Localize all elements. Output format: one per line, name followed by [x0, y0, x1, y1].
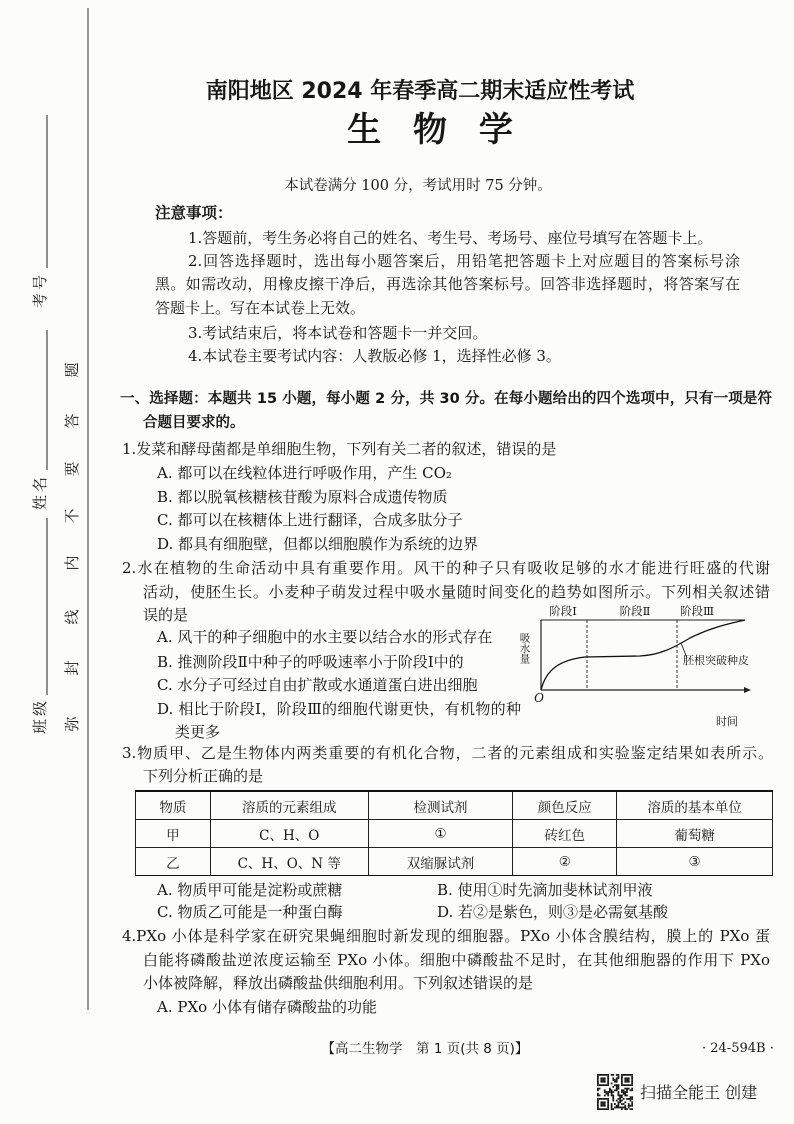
question-3-stem: 下列分析正确的是 [143, 767, 264, 785]
question-2-option-a: A. 风干的种子细胞中的水主要以结合水的形式存在 [157, 628, 493, 646]
section-heading: 一、选择题：本题共 15 小题，每小题 2 分，共 30 分。在每小题给出的四个选项中，只有一项是符 [120, 391, 772, 407]
qr-module [623, 1089, 625, 1091]
notice-heading: 注意事项： [155, 204, 233, 222]
qr-code [597, 1074, 633, 1110]
qr-module [602, 1079, 604, 1081]
seal-char: 题 [63, 362, 81, 378]
seal-char: 线 [63, 609, 81, 625]
qr-module [611, 1103, 613, 1105]
qr-module [602, 1098, 604, 1100]
qr-module [612, 1077, 614, 1079]
qr-module [604, 1105, 606, 1107]
qr-module [616, 1074, 618, 1076]
qr-module [624, 1074, 626, 1076]
qr-module [630, 1100, 632, 1102]
qr-module [614, 1103, 616, 1105]
qr-module [607, 1103, 609, 1105]
question-3-option-a: A. 物质甲可能是淀粉或蔗糖 [157, 881, 343, 899]
qr-module [621, 1096, 623, 1098]
qr-module [630, 1098, 632, 1100]
qr-module [623, 1091, 625, 1093]
qr-module [624, 1077, 626, 1079]
table-row [136, 820, 773, 848]
qr-module [597, 1095, 599, 1097]
question-1-option-a: A. 都可以在线粒体进行呼吸作用，产生 CO₂ [157, 464, 452, 482]
qr-module [611, 1083, 613, 1085]
qr-module [618, 1095, 620, 1097]
question-2-option-d-continued: 类更多 [175, 723, 221, 741]
qr-module [624, 1107, 626, 1109]
qr-module [612, 1098, 614, 1100]
seal-char: 答 [63, 413, 81, 429]
qr-module [607, 1074, 609, 1076]
qr-module [626, 1074, 628, 1076]
qr-module [607, 1101, 609, 1103]
x-axis-arrow [744, 687, 751, 693]
question-3-option-b: B. 使用①时先滴加斐林试剂甲液 [437, 881, 653, 899]
notice-line: 1.答题前，考生务必将自己的姓名、考生号、考场号、座位号填写在答题卡上。 [188, 229, 713, 247]
qr-module [602, 1077, 604, 1079]
qr-module [602, 1103, 604, 1105]
notice-line: 黑。如需改动，用橡皮擦干净后，再选涂其他答案标号。回答非选择题时，将答案写在 [155, 275, 740, 293]
question-1-stem: 1.发菜和酵母菌都是单细胞生物，下列有关二者的叙述，错误的是 [122, 440, 557, 458]
qr-module [631, 1077, 633, 1079]
qr-module [621, 1081, 623, 1083]
qr-module [600, 1079, 602, 1081]
table-header-cell: 检测试剂 [368, 791, 513, 820]
qr-module [631, 1081, 633, 1083]
qr-module [612, 1096, 614, 1098]
qr-module [607, 1107, 609, 1109]
seal-char: 不 [63, 508, 81, 524]
qr-module [616, 1079, 618, 1081]
question-2-option-c: C. 水分子可经过自由扩散或水通道蛋白进出细胞 [157, 676, 478, 694]
qr-module [616, 1086, 618, 1088]
question-2-stem: 活动，使胚生长。小麦种子萌发过程中吸水量随时间变化的趋势如图所示。下列相关叙述错 [143, 583, 770, 601]
qr-module [604, 1079, 606, 1081]
qr-module [611, 1093, 613, 1095]
qr-module [600, 1098, 602, 1100]
qr-module [621, 1076, 623, 1078]
qr-module [606, 1091, 608, 1093]
qr-module [604, 1081, 606, 1083]
qr-module [607, 1083, 609, 1085]
qr-module [623, 1084, 625, 1086]
qr-module [597, 1088, 599, 1090]
qr-module [597, 1084, 599, 1086]
qr-module [609, 1089, 611, 1091]
qr-module [621, 1077, 623, 1079]
qr-module [607, 1077, 609, 1079]
qr-module [630, 1096, 632, 1098]
qr-module [621, 1107, 623, 1109]
qr-module [626, 1081, 628, 1083]
qr-module [631, 1079, 633, 1081]
qr-module [631, 1089, 633, 1091]
qr-module [604, 1108, 606, 1110]
qr-module [621, 1079, 623, 1081]
qr-module [619, 1107, 621, 1109]
question-2-option-b: B. 推测阶段Ⅱ中种子的呼吸速率小于阶段Ⅰ中的 [157, 653, 464, 671]
qr-module [600, 1081, 602, 1083]
qr-module [628, 1105, 630, 1107]
qr-module [612, 1079, 614, 1081]
substance-table [135, 790, 773, 876]
qr-module [624, 1081, 626, 1083]
qr-module [626, 1108, 628, 1110]
qr-module [599, 1098, 601, 1100]
table-header-cell: 颜色反应 [513, 791, 617, 820]
table-header-cell: 溶质的基本单位 [617, 791, 773, 820]
qr-module [631, 1074, 633, 1076]
qr-module [628, 1084, 630, 1086]
qr-module [618, 1077, 620, 1079]
qr-module [604, 1095, 606, 1097]
qr-module [621, 1095, 623, 1097]
qr-module [607, 1108, 609, 1110]
qr-module [612, 1074, 614, 1076]
qr-module [621, 1103, 623, 1105]
y-axis-label: 吸水量 [518, 632, 531, 664]
qr-module [618, 1107, 620, 1109]
notice-line: 3.考试结束后，将本试卷和答题卡一并交回。 [188, 324, 488, 342]
qr-module [624, 1079, 626, 1081]
qr-module [618, 1084, 620, 1086]
qr-module [604, 1098, 606, 1100]
qr-module [616, 1084, 618, 1086]
qr-module [616, 1105, 618, 1107]
qr-module [616, 1100, 618, 1102]
qr-module [624, 1088, 626, 1090]
qr-module [609, 1088, 611, 1090]
qr-module [631, 1105, 633, 1107]
question-3-option-c: C. 物质乙可能是一种蛋白酶 [157, 903, 343, 921]
table-header-cell: 溶质的元素组成 [210, 791, 368, 820]
qr-module [614, 1079, 616, 1081]
qr-module [611, 1107, 613, 1109]
qr-module [604, 1084, 606, 1086]
question-2-stem: 误的是 [143, 606, 189, 624]
qr-module [602, 1074, 604, 1076]
qr-module [607, 1076, 609, 1078]
qr-module [611, 1091, 613, 1093]
qr-module [597, 1098, 599, 1100]
qr-module [614, 1084, 616, 1086]
qr-module [612, 1086, 614, 1088]
qr-module [619, 1098, 621, 1100]
qr-module [626, 1091, 628, 1093]
qr-module [621, 1108, 623, 1110]
question-4-stem: 白能将磷酸盐逆浓度运输至 PXo 小体。细胞中磷酸盐不足时，在其他细胞器的作用下 PXo [143, 951, 770, 969]
seal-char: 弥 [63, 716, 81, 732]
qr-module [611, 1089, 613, 1091]
qr-module [597, 1108, 599, 1110]
qr-module [616, 1077, 618, 1079]
qr-module [600, 1074, 602, 1076]
qr-module [628, 1079, 630, 1081]
qr-module [606, 1098, 608, 1100]
notice-line: 答题卡上。写在本试卷上无效。 [155, 299, 366, 317]
qr-module [624, 1101, 626, 1103]
qr-module [621, 1100, 623, 1102]
qr-module [597, 1100, 599, 1102]
qr-module [607, 1100, 609, 1102]
qr-module [612, 1100, 614, 1102]
table-header-row [136, 791, 773, 820]
annotation-label: 胚根突破种皮 [683, 654, 749, 667]
qr-module [604, 1103, 606, 1105]
qr-module [597, 1105, 599, 1107]
qr-module [597, 1101, 599, 1103]
qr-module [621, 1091, 623, 1093]
qr-module [624, 1091, 626, 1093]
qr-module [624, 1093, 626, 1095]
qr-module [623, 1093, 625, 1095]
qr-module [618, 1105, 620, 1107]
qr-module [597, 1077, 599, 1079]
qr-module [609, 1091, 611, 1093]
qr-module [614, 1107, 616, 1109]
qr-module [631, 1083, 633, 1085]
question-1-option-c: C. 都可以在核糖体上进行翻译，合成多肽分子 [157, 511, 463, 529]
stage-3-label: 阶段Ⅲ [679, 604, 715, 618]
qr-module [626, 1077, 628, 1079]
qr-module [628, 1088, 630, 1090]
seal-char: 要 [63, 461, 81, 477]
qr-module [626, 1079, 628, 1081]
qr-module [623, 1098, 625, 1100]
qr-module [597, 1079, 599, 1081]
qr-module [599, 1084, 601, 1086]
table-cell: ③ [617, 848, 773, 876]
qr-module [621, 1083, 623, 1085]
question-4-stem: 4.PXo 小体是科学家在研究果蝇细胞时新发现的细胞器。PXo 小体含膜结构，膜上的 PXo 蛋 [122, 927, 770, 945]
qr-module [614, 1081, 616, 1083]
qr-module [626, 1095, 628, 1097]
paper-code: · 24-594B · [702, 1041, 774, 1056]
qr-module [600, 1077, 602, 1079]
notice-line: 4.本试卷主要考试内容：人教版必修 1，选择性必修 3。 [188, 347, 561, 365]
qr-module [607, 1079, 609, 1081]
qr-module [630, 1105, 632, 1107]
qr-module [612, 1095, 614, 1097]
qr-module [597, 1093, 599, 1095]
page-footer: 【高二生物学 第 1 页(共 8 页)】 [321, 1041, 529, 1057]
qr-module [631, 1076, 633, 1078]
qr-module [626, 1089, 628, 1091]
qr-module [607, 1091, 609, 1093]
qr-module [600, 1108, 602, 1110]
origin-label: O [534, 691, 544, 705]
qr-module [624, 1105, 626, 1107]
qr-module [602, 1105, 604, 1107]
qr-module [602, 1101, 604, 1103]
table-cell: 葡萄糖 [617, 820, 773, 848]
qr-module [611, 1108, 613, 1110]
qr-module [612, 1091, 614, 1093]
qr-module [614, 1089, 616, 1091]
qr-module [604, 1091, 606, 1093]
question-1-option-d: D. 都具有细胞壁，但都以细胞膜作为系统的边界 [157, 535, 479, 553]
qr-module [631, 1098, 633, 1100]
qr-module [602, 1084, 604, 1086]
qr-module [599, 1074, 601, 1076]
question-4-option-a: A. PXo 小体有储存磷酸盐的功能 [157, 998, 377, 1016]
exam-no-label: 考号 [31, 271, 49, 309]
exam-title: 南阳地区 2024 年春季高二期末适应性考试 [205, 79, 635, 104]
qr-module [618, 1086, 620, 1088]
qr-module [630, 1084, 632, 1086]
qr-module [616, 1107, 618, 1109]
qr-module [618, 1098, 620, 1100]
qr-module [618, 1076, 620, 1078]
table-cell: 甲 [136, 820, 211, 848]
qr-module [630, 1089, 632, 1091]
qr-module [606, 1074, 608, 1076]
qr-module [621, 1074, 623, 1076]
qr-module [618, 1091, 620, 1093]
qr-module [619, 1095, 621, 1097]
qr-module [618, 1101, 620, 1103]
qr-module [623, 1074, 625, 1076]
qr-module [631, 1096, 633, 1098]
qr-module [606, 1093, 608, 1095]
x-axis-label: 时间 [716, 715, 738, 728]
qr-module [623, 1103, 625, 1105]
table-cell: ① [368, 820, 513, 848]
qr-module [628, 1081, 630, 1083]
qr-module [631, 1103, 633, 1105]
qr-module [626, 1088, 628, 1090]
qr-module [630, 1074, 632, 1076]
qr-module [607, 1081, 609, 1083]
table-cell: 砖红色 [513, 820, 617, 848]
qr-module [597, 1076, 599, 1078]
qr-module [604, 1101, 606, 1103]
qr-module [631, 1108, 633, 1110]
qr-module [628, 1107, 630, 1109]
class-label: 班级 [31, 697, 49, 735]
qr-module [624, 1084, 626, 1086]
qr-module [597, 1103, 599, 1105]
question-2-stem: 2.水在植物的生命活动中具有重要作用。风干的种子只有吸收足够的水才能进行旺盛的代谢 [122, 559, 770, 577]
name-label: 姓名 [31, 473, 49, 511]
qr-module [616, 1088, 618, 1090]
qr-module [604, 1074, 606, 1076]
qr-module [604, 1077, 606, 1079]
qr-module [607, 1098, 609, 1100]
subject-title: 生 物 学 [347, 110, 523, 150]
qr-module [607, 1093, 609, 1095]
qr-module [631, 1101, 633, 1103]
qr-module [611, 1074, 613, 1076]
qr-module [599, 1088, 601, 1090]
qr-module [597, 1089, 599, 1091]
qr-module [628, 1098, 630, 1100]
qr-module [619, 1100, 621, 1102]
qr-module [626, 1084, 628, 1086]
qr-module [624, 1095, 626, 1097]
qr-module [597, 1083, 599, 1085]
qr-module [600, 1103, 602, 1105]
qr-module [630, 1108, 632, 1110]
qr-module [628, 1074, 630, 1076]
seal-char: 封 [63, 660, 81, 676]
qr-module [606, 1084, 608, 1086]
qr-module [611, 1105, 613, 1107]
binding-margin-lines [0, 0, 100, 1124]
table-cell: ② [513, 848, 617, 876]
qr-module [631, 1084, 633, 1086]
qr-module [623, 1107, 625, 1109]
table-cell: 乙 [136, 848, 211, 876]
qr-module [597, 1081, 599, 1083]
seal-char: 内 [63, 555, 81, 571]
qr-module [612, 1108, 614, 1110]
qr-module [624, 1108, 626, 1110]
qr-module [607, 1084, 609, 1086]
qr-module [607, 1095, 609, 1097]
qr-module [606, 1108, 608, 1110]
qr-module [597, 1074, 599, 1076]
qr-module [628, 1103, 630, 1105]
question-3-stem: 3.物质甲、乙是生物体内两类重要的有机化合物，二者的元素组成和实验鉴定结果如表所示。 [122, 744, 773, 762]
qr-module [602, 1081, 604, 1083]
qr-module [616, 1089, 618, 1091]
qr-module [607, 1105, 609, 1107]
question-3-option-d: D. 若②是紫色，则③是必需氨基酸 [437, 903, 669, 921]
qr-module [626, 1098, 628, 1100]
qr-module [616, 1081, 618, 1083]
qr-module [611, 1095, 613, 1097]
question-1-option-b: B. 都以脱氧核糖核苷酸为原料合成遗传物质 [157, 488, 448, 506]
table-row [136, 848, 773, 876]
qr-module [618, 1074, 620, 1076]
table-cell: C、H、O [210, 820, 368, 848]
qr-module [618, 1093, 620, 1095]
stage-1-label: 阶段Ⅰ [549, 604, 577, 618]
qr-module [618, 1088, 620, 1090]
stage-2-label: 阶段Ⅱ [619, 604, 651, 618]
qr-module [599, 1095, 601, 1097]
qr-module [621, 1089, 623, 1091]
section-heading: 合题目要求的。 [143, 415, 245, 431]
qr-module [619, 1096, 621, 1098]
qr-module [618, 1103, 620, 1105]
question-4-stem: 小体被降解，释放出磷酸盐供细胞利用。下列叙述错误的是 [143, 974, 534, 992]
qr-module [597, 1107, 599, 1109]
exam-info: 本试卷满分 100 分，考试用时 75 分钟。 [284, 178, 552, 194]
qr-module [631, 1088, 633, 1090]
qr-module [628, 1077, 630, 1079]
table-header-cell: 物质 [136, 791, 211, 820]
qr-module [621, 1084, 623, 1086]
qr-module [600, 1084, 602, 1086]
qr-module [600, 1101, 602, 1103]
qr-module [600, 1105, 602, 1107]
qr-module [602, 1108, 604, 1110]
qr-module [604, 1089, 606, 1091]
qr-module [619, 1101, 621, 1103]
question-2-option-d: D. 相比于阶段Ⅰ，阶段Ⅲ的细胞代谢更快，有机物的种 [157, 700, 521, 718]
scanner-watermark: 扫描全能王 创建 [640, 1083, 758, 1102]
table-cell: C、H、O、N 等 [210, 848, 368, 876]
qr-module [599, 1108, 601, 1110]
table-cell: 双缩脲试剂 [368, 848, 513, 876]
notice-line: 2.回答选择题时，选出每小题答案后，用铅笔把答题卡上对应题目的答案标号涂 [188, 252, 740, 270]
